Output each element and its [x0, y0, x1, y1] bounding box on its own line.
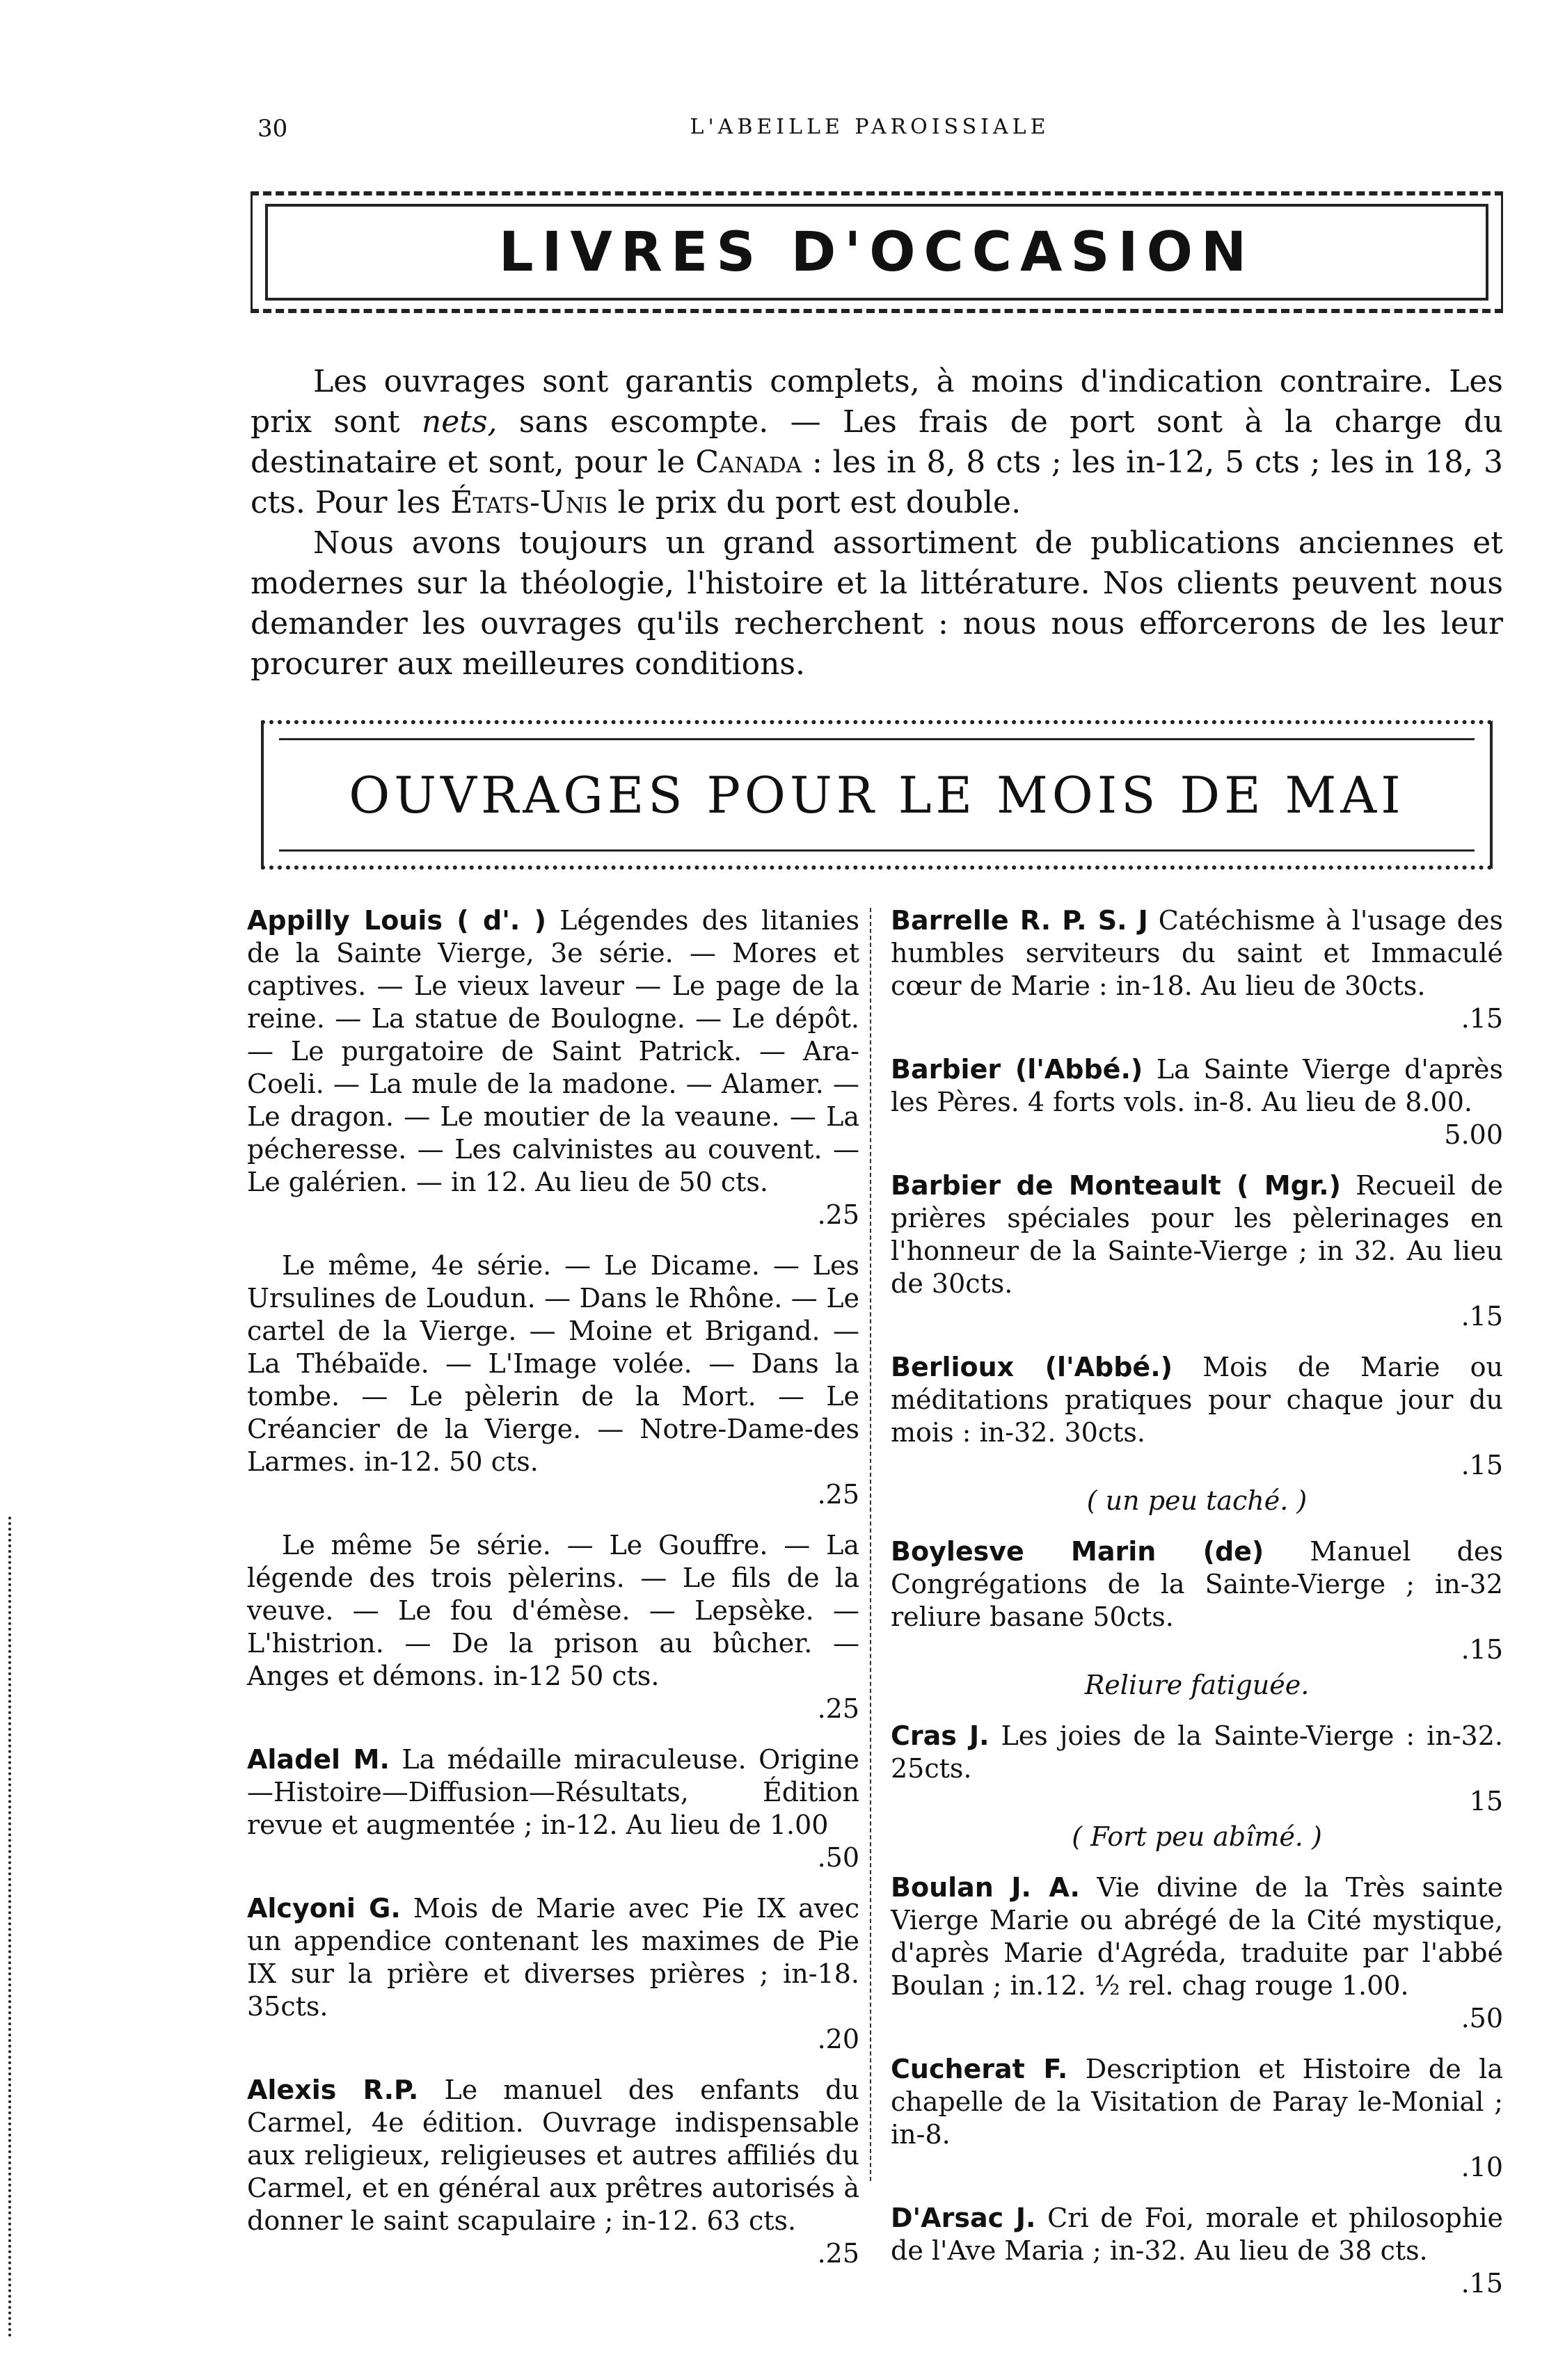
- left-column: [247, 904, 859, 2288]
- book-entry: [247, 1249, 859, 1511]
- entry-author: Cucherat F.: [891, 2054, 1068, 2084]
- entry-price-line: [247, 1199, 859, 1231]
- entry-price: .25: [817, 2238, 859, 2269]
- banner-frame: [265, 204, 1488, 301]
- entry-price-line: [891, 1634, 1503, 1666]
- entry-author: Aladel M.: [247, 1744, 390, 1775]
- entry-price: .50: [817, 1842, 859, 1873]
- section-banner-livres: [251, 191, 1503, 313]
- intro-text-part: Les ouvrages sont garantis complets, à moins d'indication contraire. Les prix sont: [251, 364, 1503, 440]
- entry-author: Barrelle R. P. S. J: [891, 905, 1148, 936]
- entry-price-line: [891, 1449, 1503, 1482]
- entry-author: Boylesve Marin (de): [891, 1536, 1264, 1567]
- entry-description: Mois de Marie ou méditations pratiques pour chaque jour du mois : in-32. 30cts.: [891, 1352, 1503, 1448]
- book-entry: [891, 904, 1503, 1035]
- entry-author: D'Arsac J.: [891, 2203, 1036, 2233]
- intro-text-part: : les in 8, 8 cts ; les in-12, 5 cts ; les in 18, 3 cts. Pour les: [251, 445, 1503, 520]
- page-number: 30: [257, 115, 288, 143]
- page-header: [251, 115, 1489, 143]
- entry-price: .15: [1461, 2268, 1503, 2299]
- intro-text: [251, 362, 1503, 685]
- entry-price-line: [891, 1300, 1503, 1333]
- book-entry: [247, 2074, 859, 2270]
- scan-margin-marks: [8, 1517, 25, 2338]
- entry-price-line: [891, 2002, 1503, 2035]
- book-entry: [891, 1351, 1503, 1517]
- section-title: LIVRES D'OCCASION: [498, 221, 1255, 284]
- entry-price-line: [891, 1785, 1503, 1818]
- intro-text-part: le prix du port est double.: [607, 485, 1022, 520]
- entry-note: ( un peu taché. ): [1086, 1485, 1308, 1516]
- entry-description: Vie divine de la Très sainte Vierge Marie ou abrégé de la Cité mystique, d'après Marie d'Agréda, traduite par l'abbé Boulan ; in.12. ½ rel. chag rouge 1.00.: [891, 1872, 1503, 2001]
- section-subtitle: OUVRAGES POUR LE MOIS DE MAI: [349, 765, 1405, 824]
- entry-author: Barbier de Monteault ( Mgr.): [891, 1170, 1341, 1201]
- book-entry: [891, 1053, 1503, 1151]
- book-entry: [247, 1529, 859, 1725]
- entry-price-line: [891, 1003, 1503, 1035]
- entry-price-line: [891, 2267, 1503, 2300]
- column-divider: [870, 908, 871, 2181]
- entry-description: Recueil de prières spéciales pour les pèlerinages en l'honneur de la Sainte-Vierge ; in 32. Au lieu de 30cts.: [891, 1170, 1503, 1299]
- entry-price: 15: [1469, 1786, 1503, 1816]
- entry-price: .50: [1461, 2003, 1503, 2034]
- entry-author: Cras J.: [891, 1720, 990, 1751]
- intro-etats-unis: États-Unis: [450, 485, 608, 520]
- entry-price-line: [247, 2023, 859, 2056]
- book-entry: [247, 1743, 859, 1874]
- book-entry: [891, 2202, 1503, 2300]
- book-entry: [247, 1892, 859, 2056]
- running-title: L'ABEILLE PAROISSIALE: [690, 115, 1050, 139]
- book-entry: [891, 1720, 1503, 1853]
- entry-description: La Sainte Vierge d'après les Pères. 4 forts vols. in-8. Au lieu de 8.00.: [891, 1054, 1503, 1117]
- entry-price-line: [247, 1693, 859, 1725]
- entry-price-line: [247, 2237, 859, 2270]
- entry-author: Berlioux (l'Abbé.): [891, 1352, 1173, 1382]
- right-column: [891, 904, 1503, 2318]
- entry-price: .25: [817, 1479, 859, 1510]
- entry-description: Le même, 4e série. — Le Dicame. — Les Ursulines de Loudun. — Dans le Rhône. — Le cartel de la Vierge. — Moine et Brigand. — La Thébaïde. — L'Image volée. — Dans la tombe. — Le pèlerin de la Mort. — Le Créancier de la Vierge. — Notre-Dame-des Larmes. in-12. 50 cts.: [247, 1250, 859, 1477]
- entry-note: Reliure fatiguée.: [1084, 1670, 1310, 1700]
- entry-description: La médaille miraculeuse. Origine—Histoire—Diffusion—Résultats, Édition revue et augmentée ; in-12. Au lieu de 1.00: [247, 1744, 859, 1840]
- entry-author: Alcyoni G.: [247, 1893, 401, 1924]
- entry-description: Manuel des Congrégations de la Sainte-Vierge ; in-32 reliure basane 50cts.: [891, 1536, 1503, 1632]
- entry-price-line: [247, 1842, 859, 1874]
- entry-description: Mois de Marie avec Pie IX avec un appendice contenant les maximes de Pie IX sur la prière et diverses prières ; in-18. 35cts.: [247, 1893, 859, 2022]
- entry-description: Catéchisme à l'usage des humbles serviteurs du saint et Immaculé cœur de Marie : in-18. Au lieu de 30cts.: [891, 905, 1503, 1001]
- entry-price: .20: [817, 2024, 859, 2054]
- entry-price: .15: [1461, 1003, 1503, 1034]
- entry-price: .25: [817, 1693, 859, 1724]
- entry-price: .15: [1461, 1450, 1503, 1480]
- entry-price-line: [891, 1119, 1503, 1151]
- entry-note: ( Fort peu abîmé. ): [1072, 1821, 1322, 1852]
- entry-description: Le même 5e série. — Le Gouffre. — La légende des trois pèlerins. — Le fils de la veuve. — Le fou d'émèse. — Lepsèke. — L'histrion. — De la prison au bûcher. — Anges et démons. in-12 50 cts.: [247, 1530, 859, 1691]
- intro-canada: Canada: [695, 445, 802, 480]
- book-entry: [247, 904, 859, 1231]
- entry-description: Cri de Foi, morale et philosophie de l'Ave Maria ; in-32. Au lieu de 38 cts.: [891, 2203, 1503, 2266]
- entry-author: Barbier (l'Abbé.): [891, 1054, 1143, 1085]
- intro-text-part: sans escompte. — Les frais de port sont à la charge du destinataire et sont, pour le: [251, 404, 1503, 480]
- entry-description: Légendes des litanies de la Sainte Vierge, 3e série. — Mores et captives. — Le vieux laveur — Le page de la reine. — La statue de Boulogne. — Le dépôt. — Le purgatoire de Saint Patrick. — Ara-Coeli. — La mule de la madone. — Alamer. — Le dragon. — Le moutier de la veaune. — La pécheresse. — Les calvinistes au couvent. — Le galérien. — in 12. Au lieu de 50 cts.: [247, 905, 859, 1197]
- book-entry: [891, 2053, 1503, 2184]
- book-entry: [891, 1871, 1503, 2035]
- entry-author: Alexis R.P.: [247, 2075, 419, 2105]
- entry-description: Le manuel des enfants du Carmel, 4e édition. Ouvrage indispensable aux religieux, religieuses et autres affiliés du Carmel, et en général aux prêtres autorisés à donner le saint scapulaire ; in-12. 63 cts.: [247, 2075, 859, 2236]
- intro-paragraph-2: Nous avons toujours un grand assortiment de publications anciennes et modernes sur la théologie, l'histoire et la littérature. Nos clients peuvent nous demander les ouvrages qu'ils recherchent : nous nous efforcerons de les leur procurer aux meilleures conditions.: [251, 525, 1503, 682]
- banner-frame: [279, 738, 1475, 852]
- section-banner-mai: [261, 720, 1493, 870]
- entry-price-line: [247, 1478, 859, 1511]
- entry-price: .15: [1461, 1634, 1503, 1665]
- entry-price: .10: [1461, 2152, 1503, 2182]
- entry-author: Boulan J. A.: [891, 1872, 1080, 1903]
- entry-author: Appilly Louis ( d'. ): [247, 905, 546, 936]
- entry-price-line: [891, 2151, 1503, 2184]
- intro-paragraph-1: [251, 362, 1503, 523]
- entry-price: .15: [1461, 1301, 1503, 1332]
- entry-price: .25: [817, 1199, 859, 1230]
- entry-description: Description et Histoire de la chapelle de la Visitation de Paray le-Monial ; in-8.: [891, 2054, 1503, 2150]
- book-entry: [891, 1535, 1503, 1702]
- intro-italic-nets: nets,: [421, 404, 498, 440]
- book-entry: [891, 1169, 1503, 1333]
- entry-description: Les joies de la Sainte-Vierge : in-32. 25cts.: [891, 1720, 1503, 1784]
- entry-price: 5.00: [1444, 1119, 1503, 1150]
